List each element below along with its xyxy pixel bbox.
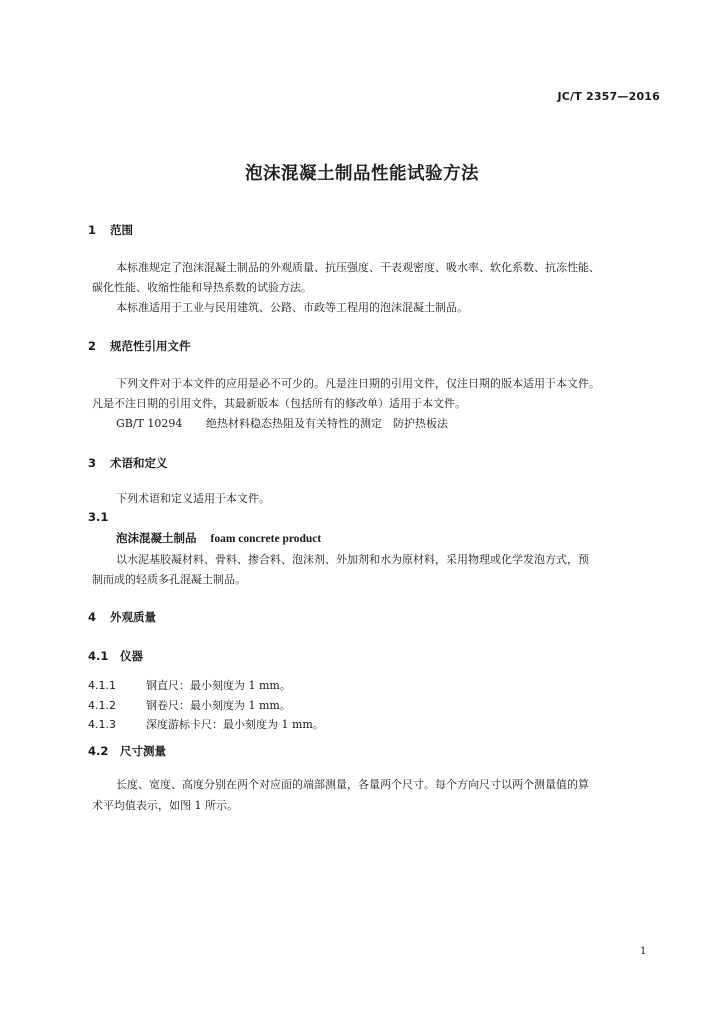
section-number: 1 [88,223,97,237]
paragraph-line: 碳化性能、收缩性能和导热系数的试验方法。 [92,281,312,294]
definition-line: 以水泥基胶凝材料、骨料、掺合料、泡沫剂、外加剂和水为原材料，采用物理或化学发泡方式，预 [116,553,589,566]
clause-number: 4.1.3 [88,718,116,731]
subsection-4-1-heading [88,648,143,664]
page-number: 1 [640,946,647,957]
document-title: 泡沫混凝土制品性能试验方法 [245,164,479,184]
paragraph-line: 下列术语和定义适用于本文件。 [116,492,270,505]
section-title: 规范性引用文件 [110,339,191,353]
subsection-number: 4.1 [88,649,109,663]
section-4-heading [88,609,156,625]
section-title: 范围 [110,223,133,237]
section-number: 3 [88,456,97,470]
reference-code: GB/T 10294 [116,417,183,430]
clause-number: 4.1.2 [88,699,116,712]
normative-reference [116,413,448,434]
section-title: 术语和定义 [110,456,168,470]
section-number: 2 [88,339,97,353]
subsection-title: 尺寸测量 [120,744,166,758]
clause-number: 4.1.1 [88,679,116,692]
clause-item [88,697,291,713]
clause-text: 钢卷尺：最小刻度为 1 mm。 [146,699,291,712]
clause-item [88,716,324,732]
definition-line: 制而成的轻质多孔混凝土制品。 [92,573,246,586]
standard-code: JC/T 2357—2016 [557,90,660,103]
term-english: foam concrete product [210,533,322,545]
paragraph-line: 凡是不注日期的引用文件，其最新版本（包括所有的修改单）适用于本文件。 [92,397,466,410]
subsection-number: 4.2 [88,744,109,758]
section-number: 4 [88,610,97,624]
reference-title: 绝热材料稳态热阻及有关特性的测定 防护热板法 [206,417,448,430]
clause-item [88,677,291,693]
section-1-heading [88,222,133,238]
subsection-4-2-heading [88,743,166,759]
section-2-heading [88,338,191,354]
term-entry [116,530,321,546]
clause-text: 深度游标卡尺：最小刻度为 1 mm。 [146,718,324,731]
paragraph-line: 长度、宽度、高度分别在两个对应面的端部测量，各量两个尺寸。每个方向尺寸以两个测量值的算 [116,778,589,791]
paragraph-line: 术平均值表示，如图 1 所示。 [92,799,238,812]
section-title: 外观质量 [110,610,156,624]
clause-text: 钢直尺：最小刻度为 1 mm。 [146,679,291,692]
subsection-title: 仪器 [120,649,143,663]
term-chinese: 泡沫混凝土制品 [116,531,197,545]
paragraph-line: 本标准规定了泡沫混凝土制品的外观质量、抗压强度、干表观密度、吸水率、软化系数、抗冻性能、 [116,261,600,274]
paragraph-line: 下列文件对于本文件的应用是必不可少的。凡是注日期的引用文件，仅注日期的版本适用于本文件。 [116,377,600,390]
section-3-heading [88,455,168,471]
paragraph-line: 本标准适用于工业与民用建筑、公路、市政等工程用的泡沫混凝土制品。 [116,301,468,314]
subclause-number: 3.1 [88,510,109,524]
